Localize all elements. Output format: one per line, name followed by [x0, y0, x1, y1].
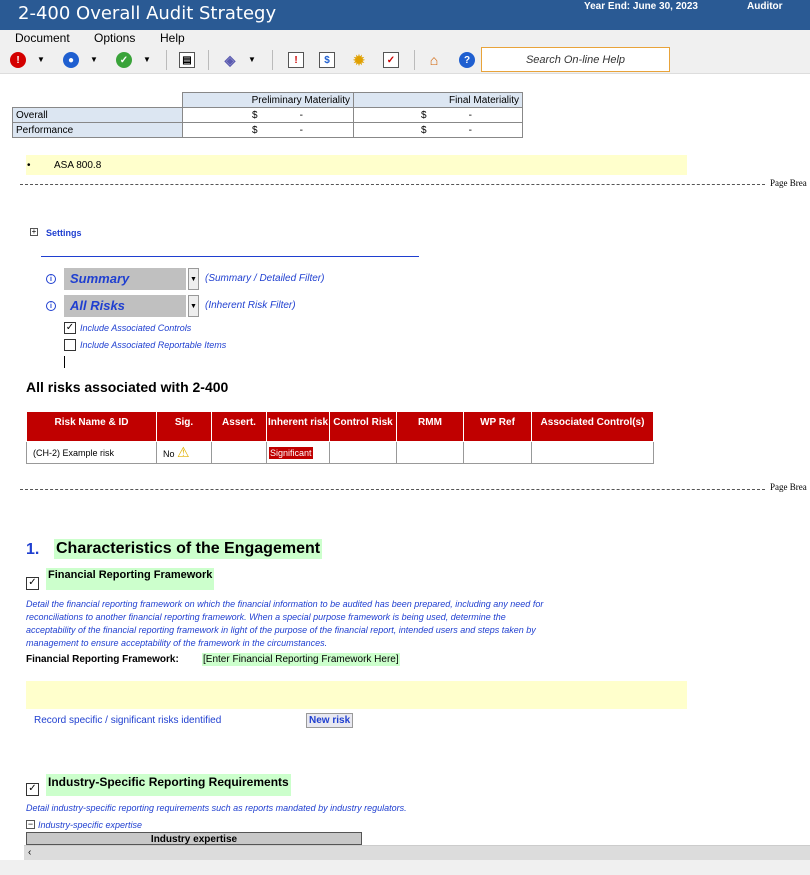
risk-table-header: Sig.	[157, 412, 212, 442]
materiality-value[interactable]: $ -	[183, 108, 354, 123]
section-title: Characteristics of the Engagement	[56, 540, 321, 557]
status-bar	[0, 860, 810, 875]
asa-reference: ASA 800.8	[54, 160, 102, 171]
collapse-icon[interactable]: −	[27, 819, 34, 829]
chevron-down-icon[interactable]: ▼	[188, 295, 199, 317]
ruler-icon[interactable]: ▤	[179, 52, 195, 68]
risk-sig: No	[163, 449, 175, 459]
risk-name[interactable]: (CH-2) Example risk	[27, 442, 157, 464]
inherent-risk-badge: Significant	[270, 447, 312, 458]
gear-icon[interactable]: ✹	[353, 51, 365, 68]
divider	[41, 256, 419, 257]
chevron-down-icon[interactable]: ▼	[188, 268, 199, 290]
page-break-line	[20, 489, 765, 490]
menu-help[interactable]: Help	[160, 31, 185, 45]
risk-table-header: Inherent risk	[267, 412, 330, 442]
risk-filter-note: (Inherent Risk Filter)	[205, 300, 296, 311]
preliminary-materiality-header: Preliminary Materiality	[183, 93, 354, 108]
window-title: 2-400 Overall Audit Strategy	[18, 3, 277, 24]
risk-table-header: Risk Name & ID	[27, 412, 157, 442]
stack-icon[interactable]: ◈	[224, 51, 236, 68]
page-break-label: Page Brea	[770, 178, 807, 188]
summary-filter-select[interactable]: Summary	[64, 268, 186, 290]
materiality-value[interactable]: $ -	[183, 123, 354, 138]
tick-document-icon[interactable]: ✓	[383, 52, 399, 68]
risks-heading: All risks associated with 2-400	[26, 379, 229, 395]
industry-expertise-toggle[interactable]: Industry-specific expertise	[38, 820, 143, 830]
asa-reference-box	[26, 155, 687, 175]
warning-icon: ⚠	[177, 444, 190, 460]
toolbar	[0, 46, 810, 74]
menu-bar	[0, 30, 810, 46]
risk-table-header: WP Ref	[464, 412, 532, 442]
text-cursor	[64, 356, 65, 368]
toolbar-divider	[414, 50, 415, 70]
industry-checkbox[interactable]: ✓	[26, 783, 39, 796]
risk-table-header: RMM	[397, 412, 464, 442]
toolbar-divider	[208, 50, 209, 70]
check-icon[interactable]: ✓	[116, 52, 132, 68]
bullet-icon: •	[27, 160, 31, 171]
info-icon[interactable]: i	[46, 301, 56, 311]
circle-icon[interactable]: ●	[63, 52, 79, 68]
inherent-risk-cell	[267, 442, 330, 464]
final-materiality-header: Final Materiality	[354, 93, 523, 108]
page-break-line	[20, 184, 765, 185]
dollar-icon[interactable]: $	[319, 52, 335, 68]
frf-checkbox[interactable]: ✓	[26, 577, 39, 590]
new-risk-button[interactable]: New risk	[306, 713, 353, 728]
year-end-label: Year End: June 30, 2023	[584, 1, 698, 12]
include-reportable-label: Include Associated Reportable Items	[80, 340, 227, 350]
frf-label: Financial Reporting Framework:	[26, 654, 179, 665]
stop-icon[interactable]: !	[10, 52, 26, 68]
section-number: 1.	[26, 541, 40, 558]
toolbar-divider	[272, 50, 273, 70]
table-row[interactable]	[27, 442, 654, 464]
search-input[interactable]: Search On-line Help	[481, 47, 670, 72]
frf-notes-box[interactable]	[26, 681, 687, 709]
chevron-down-icon[interactable]: ▼	[248, 55, 256, 64]
materiality-row-label: Performance	[13, 123, 183, 138]
home-icon[interactable]: ⌂	[429, 52, 439, 68]
risk-table	[26, 411, 654, 464]
role-label: Auditor	[747, 1, 783, 12]
materiality-value[interactable]: $ -	[354, 123, 523, 138]
settings-link[interactable]: Settings	[46, 228, 82, 238]
frf-instructions: Detail the financial reporting framework on which the financial information to be audited has been prepared, including any need for reconciliations to another financial reporting framework. When a special purpose framework is being used, determine the acceptability of the financial reporting framework in light of the purpose of the financial report, intended users and steps taken by management to ensure acceptability of the framework in the circumstances.	[26, 599, 544, 648]
risk-table-header: Control Risk	[330, 412, 397, 442]
horizontal-scrollbar[interactable]	[24, 845, 810, 860]
title-bar	[0, 0, 810, 30]
help-icon[interactable]: ?	[459, 52, 475, 68]
materiality-row-label: Overall	[13, 108, 183, 123]
info-icon[interactable]: i	[46, 274, 56, 284]
menu-options[interactable]: Options	[94, 31, 136, 45]
industry-expertise-header: Industry expertise	[26, 832, 362, 845]
record-risks-label: Record specific / significant risks identified	[34, 715, 222, 726]
risk-table-header: Associated Control(s)	[532, 412, 654, 442]
chevron-down-icon[interactable]: ▼	[37, 55, 45, 64]
include-reportable-checkbox[interactable]	[64, 339, 76, 351]
toolbar-divider	[166, 50, 167, 70]
risk-filter-select[interactable]: All Risks	[64, 295, 186, 317]
industry-instructions: Detail industry-specific reporting requirements such as reports mandated by industry regulators.	[26, 803, 407, 813]
expand-icon[interactable]: +	[31, 227, 37, 236]
menu-document[interactable]: Document	[15, 31, 70, 45]
materiality-value[interactable]: $ -	[354, 108, 523, 123]
industry-heading: Industry-Specific Reporting Requirements	[46, 774, 291, 796]
materiality-table	[12, 92, 523, 138]
risk-table-header: Assert.	[212, 412, 267, 442]
frf-input[interactable]: [Enter Financial Reporting Framework Here]	[203, 654, 399, 665]
include-controls-label: Include Associated Controls	[80, 323, 192, 333]
chevron-down-icon[interactable]: ▼	[143, 55, 151, 64]
document-icon[interactable]: !	[288, 52, 304, 68]
page-break-label: Page Brea	[770, 482, 807, 492]
risk-assert	[212, 442, 267, 464]
include-controls-checkbox[interactable]: ✓	[65, 322, 75, 333]
risk-sig-cell	[157, 442, 212, 464]
frf-heading: Financial Reporting Framework	[46, 568, 214, 590]
chevron-left-icon[interactable]: ‹	[28, 847, 32, 858]
summary-filter-note: (Summary / Detailed Filter)	[205, 273, 325, 284]
chevron-down-icon[interactable]: ▼	[90, 55, 98, 64]
